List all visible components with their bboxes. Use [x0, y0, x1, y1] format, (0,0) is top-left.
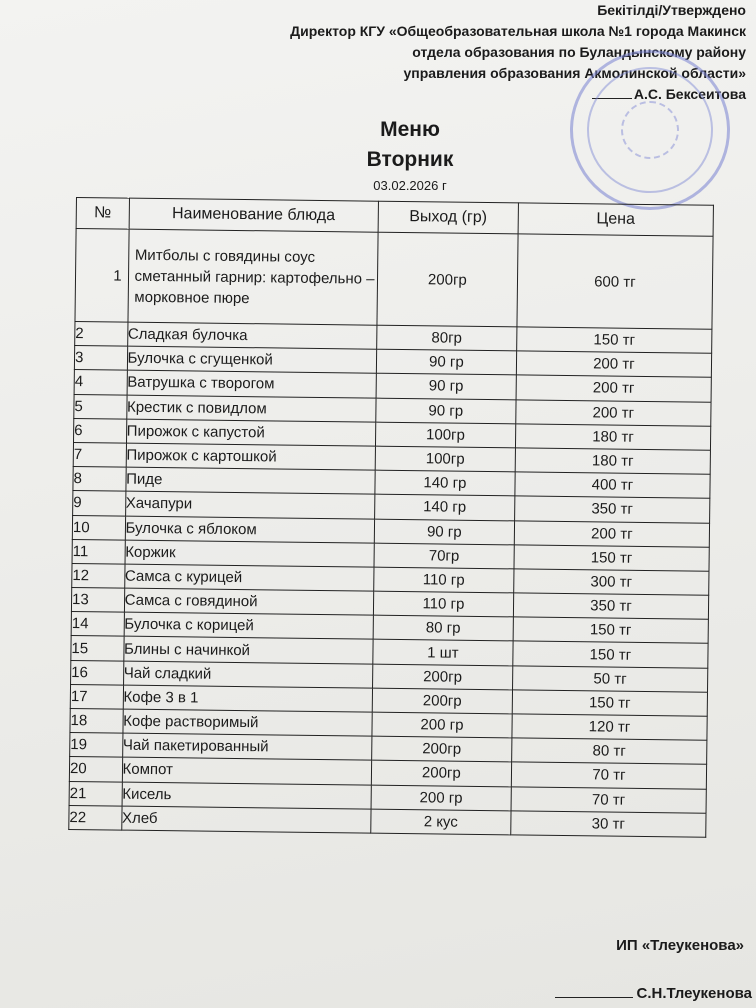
row-dish-name: Хлеб: [121, 806, 371, 833]
row-output: 2 кус: [371, 809, 511, 835]
row-price: 30 тг: [511, 811, 706, 838]
row-price: 150 тг: [514, 545, 709, 572]
row-price: 70 тг: [511, 762, 706, 789]
header-name: Наименование блюда: [129, 198, 379, 232]
row-num: 18: [70, 708, 123, 733]
row-dish-name: Самса с курицей: [124, 564, 374, 591]
row-dish-name: Крестик с повидлом: [126, 395, 376, 422]
row-price: 350 тг: [513, 593, 708, 620]
row-price: 600 тг: [517, 234, 713, 329]
row-num: 22: [69, 805, 122, 830]
row-output: 200гр: [372, 736, 512, 762]
row-output: 110 гр: [374, 567, 514, 593]
row-num: 5: [74, 394, 127, 419]
row-num: 19: [70, 733, 123, 758]
header-price: Цена: [518, 203, 714, 236]
approval-department: отдела образования по Буландынскому району: [412, 44, 746, 60]
row-dish-name: Коржик: [125, 540, 375, 567]
row-num: 3: [74, 346, 127, 371]
row-dish-name: Булочка с сгущенкой: [127, 346, 377, 373]
row-output: 80гр: [377, 325, 517, 351]
row-dish-name: Хачапури: [125, 491, 375, 518]
row-price: 180 тг: [515, 424, 710, 451]
row-dish-name: Самса с говядиной: [124, 588, 374, 615]
row-num: 15: [71, 636, 124, 661]
row-price: 120 тг: [512, 714, 707, 741]
row-num: 13: [71, 588, 124, 613]
row-output: 200 гр: [372, 712, 512, 738]
row-num: 14: [71, 612, 124, 637]
row-output: 200гр: [372, 688, 512, 714]
row-dish-name: Сладкая булочка: [127, 322, 377, 349]
row-output: 200гр: [371, 761, 511, 787]
row-num: 7: [73, 442, 126, 467]
row-num: 9: [73, 491, 126, 516]
row-dish-name: Кисель: [122, 782, 372, 809]
header-output: Выход (гр): [378, 201, 518, 234]
table-row: [75, 229, 713, 330]
menu-table-body: [69, 229, 713, 838]
seal-stamp-icon: [570, 50, 730, 210]
row-dish-name: Ватрушка с творогом: [127, 371, 377, 398]
row-dish-name: Компот: [122, 757, 372, 784]
row-num: 10: [72, 515, 125, 540]
row-output: 140 гр: [375, 494, 515, 520]
row-dish-name: Пирожок с картошкой: [126, 443, 376, 470]
row-output: 200 гр: [371, 785, 511, 811]
row-num: 21: [69, 781, 122, 806]
approval-director: Директор КГУ «Общеобразовательная школа №1 города Макинск: [290, 23, 746, 39]
menu-title: Меню: [380, 118, 440, 141]
row-price: 400 тг: [515, 472, 710, 499]
row-price: 300 тг: [514, 569, 709, 596]
footer-signer: С.Н.Тлеукенова: [636, 985, 752, 1002]
row-num: 17: [70, 684, 123, 709]
row-num: 12: [72, 563, 125, 588]
row-dish-name: Чай сладкий: [123, 661, 373, 688]
row-dish-name: Кофе 3 в 1: [123, 685, 373, 712]
row-num: 8: [73, 467, 126, 492]
row-price: 350 тг: [514, 496, 709, 523]
row-dish-name: Булочка с корицей: [124, 612, 374, 639]
row-num: 1: [75, 229, 129, 323]
row-output: 90 гр: [374, 519, 514, 545]
row-price: 80 тг: [511, 738, 706, 765]
row-output: 200гр: [372, 664, 512, 690]
row-num: 4: [74, 370, 127, 395]
row-price: 200 тг: [516, 351, 711, 378]
row-output: 1 шт: [373, 640, 513, 666]
row-output: 90 гр: [376, 398, 516, 424]
row-price: 200 тг: [514, 520, 709, 547]
row-output: 140 гр: [375, 470, 515, 496]
row-output: 200гр: [377, 232, 518, 327]
row-dish-name: Блины с начинкой: [123, 637, 373, 664]
menu-table: [68, 197, 714, 838]
row-output: 110 гр: [373, 591, 513, 617]
row-price: 50 тг: [512, 665, 707, 692]
footer-org: ИП «Тлеукенова»: [616, 937, 744, 954]
menu-date: 03.02.2026 г: [373, 178, 447, 193]
row-price: 150 тг: [512, 690, 707, 717]
approval-administration: управления образования Акмолинской области»: [403, 65, 746, 81]
row-price: 70 тг: [511, 786, 706, 813]
row-output: 100гр: [375, 422, 515, 448]
row-price: 180 тг: [515, 448, 710, 475]
row-dish-name: Чай пакетированный: [122, 733, 372, 760]
row-output: 100гр: [375, 446, 515, 472]
row-output: 90 гр: [376, 349, 516, 375]
row-num: 2: [75, 321, 128, 346]
row-dish-name: Митболы с говядины соус сметанный гарнир: картофельно – морковное пюре: [128, 229, 378, 325]
header-num: №: [76, 198, 129, 230]
row-num: 20: [69, 757, 122, 782]
signature-line: [555, 997, 633, 998]
row-dish-name: Кофе растворимый: [123, 709, 373, 736]
approval-signer: А.С. Бексеитова: [633, 86, 746, 102]
row-num: 16: [71, 660, 124, 685]
approval-title: Бекітілді/Утверждено: [597, 2, 746, 18]
footer-signature: [555, 985, 752, 1002]
row-dish-name: Пирожок с капустой: [126, 419, 376, 446]
row-num: 11: [72, 539, 125, 564]
row-output: 80 гр: [373, 615, 513, 641]
row-dish-name: Пиде: [125, 467, 375, 494]
row-price: 150 тг: [513, 641, 708, 668]
row-output: 90 гр: [376, 374, 516, 400]
row-num: 6: [74, 418, 127, 443]
row-price: 200 тг: [516, 375, 711, 402]
row-output: 70гр: [374, 543, 514, 569]
day-title: Вторник: [366, 148, 454, 171]
row-price: 150 тг: [513, 617, 708, 644]
row-dish-name: Булочка с яблоком: [125, 516, 375, 543]
row-price: 200 тг: [516, 399, 711, 426]
row-price: 150 тг: [516, 327, 711, 354]
